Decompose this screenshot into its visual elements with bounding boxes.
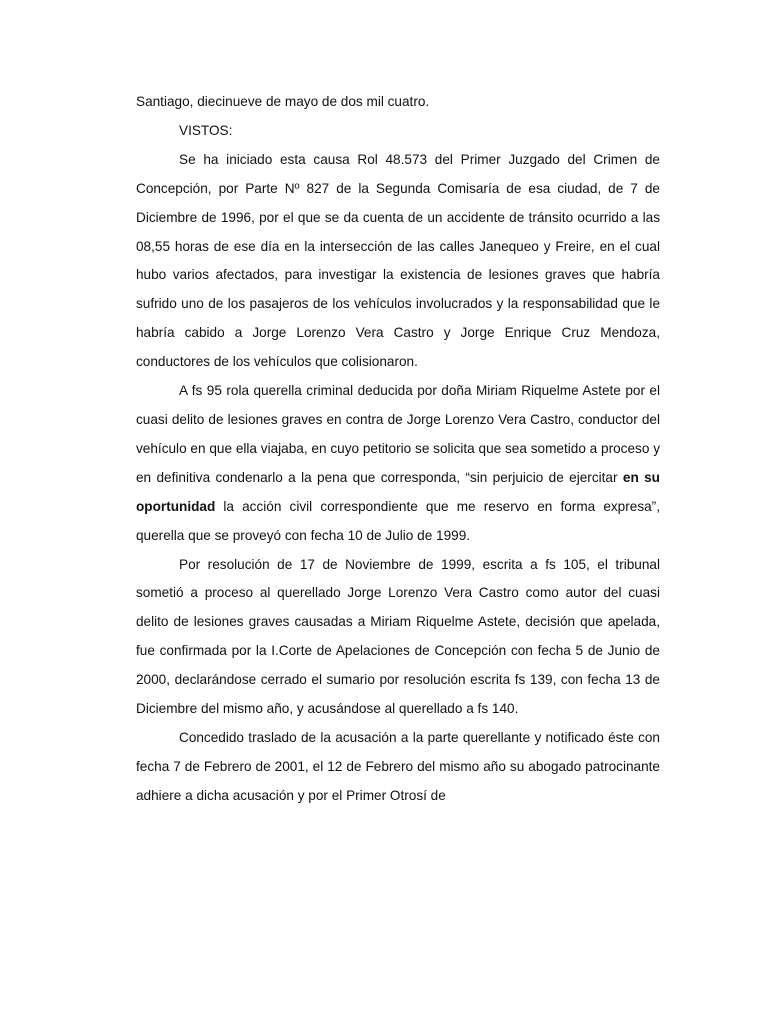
- paragraph-2: [136, 377, 660, 550]
- date-line: Santiago, diecinueve de mayo de dos mil cuatro.: [136, 94, 430, 109]
- paragraph-1: Se ha iniciado esta causa Rol 48.573 del Primer Juzgado del Crimen de Concepción, por Parte Nº 827 de la Segunda Comisaría de esa ciudad, de 7 de Diciembre de 1996, por el que se da cuenta de un accidente de tránsito ocurrido a las 08,55 horas de ese día en la intersección de las calles Janequeo y Freire, en el cual hubo varios afectados, para investigar la existencia de lesiones graves que habría sufrido uno de los pasajeros de los vehículos involucrados y la responsabilidad que le habría cabido a Jorge Lorenzo Vera Castro y Jorge Enrique Cruz Mendoza, conductores de los vehículos que colisionaron.: [136, 151, 660, 370]
- heading-vistos: VISTOS:: [179, 122, 233, 138]
- paragraph-2-bold-phrase: en su oportunidad: [136, 469, 660, 514]
- paragraph-2-text-before: A fs 95 rola querella criminal deducida por doña Miriam Riquelme Astete por el cuasi delito de lesiones graves en contra de Jorge Lorenzo Vera Castro, conductor del vehículo en que ella viajaba, en cuyo petitorio se solicita que sea sometido a proceso y en definitiva condenarlo a la pena que corresponda, “sin perjuicio de ejercitar: [136, 383, 660, 485]
- paragraph-4: Concedido traslado de la acusación a la parte querellante y notificado éste con fecha 7 de Febrero de 2001, el 12 de Febrero del mismo año su abogado patrocinante adhiere a dicha acusación y por el Primer Otrosí de: [136, 729, 660, 803]
- paragraph-2-text-after: la acción civil correspondiente que me reservo en forma expresa”, querella que se proveyó con fecha 10 de Julio de 1999.: [136, 498, 660, 543]
- document-page: [136, 88, 660, 811]
- paragraph-3: Por resolución de 17 de Noviembre de 1999, escrita a fs 105, el tribunal sometió a proceso al querellado Jorge Lorenzo Vera Castro como autor del cuasi delito de lesiones graves causadas a Miriam Riquelme Astete, decisión que apelada, fue confirmada por la I.Corte de Apelaciones de Concepción con fecha 5 de Junio de 2000, declarándose cerrado el sumario por resolución escrita fs 139, con fecha 13 de Diciembre del mismo año, y acusándose al querellado a fs 140.: [136, 556, 660, 717]
